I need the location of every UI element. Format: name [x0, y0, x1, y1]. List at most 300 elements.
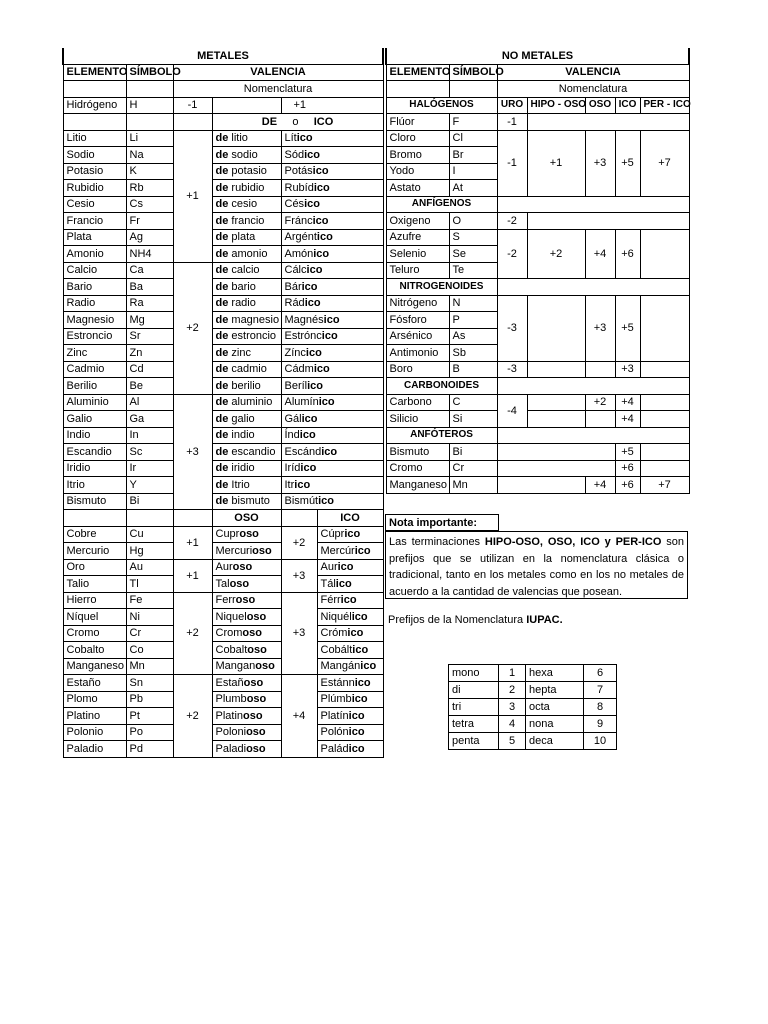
valence-ico: +2 [281, 526, 317, 559]
element-name: Zinc [63, 345, 126, 362]
iupac-title [388, 614, 563, 626]
ico-suffix: ico [348, 742, 365, 755]
element-name: Estaño [63, 675, 126, 692]
fluor-name: Flúor [386, 114, 449, 131]
ico-suffix: ico [347, 627, 364, 640]
table-row [63, 163, 383, 180]
oso-root: Cobalt [215, 643, 248, 656]
o-label: o [292, 115, 299, 128]
oso-root: Mangan [215, 660, 256, 673]
ico-name [281, 130, 383, 147]
de-word: de [215, 198, 229, 211]
de-word: de [215, 412, 229, 425]
element-name: Paladio [63, 741, 126, 758]
prefix-number: 5 [499, 733, 526, 750]
de-name [212, 493, 281, 510]
de-word: de [215, 280, 229, 293]
element-symbol: Cs [126, 196, 173, 213]
ico-name [281, 378, 383, 395]
halogen-per-ico: +7 [640, 130, 689, 196]
ico-root: Bár [284, 280, 302, 293]
metals-col-elemento: ELEMENTO [63, 64, 126, 81]
de-word: de [215, 330, 229, 343]
element-symbol: Y [126, 477, 173, 494]
element-symbol: NH4 [126, 246, 173, 263]
ico-suffix: ico [354, 676, 371, 689]
element-symbol: S [449, 229, 497, 246]
element-symbol: Br [449, 147, 497, 164]
oso-root: Plumb [215, 693, 247, 706]
ico-name [281, 163, 383, 180]
iupac-label: Prefijos de la Nomenclatura [388, 614, 527, 626]
element-name: Francio [63, 213, 126, 230]
hydrogen-symbol: H [126, 97, 173, 114]
ico-name [281, 213, 383, 230]
manganeso-per-ico: +7 [640, 477, 689, 494]
ico-suffix: ico [304, 198, 320, 211]
oso-name [212, 592, 281, 609]
ico-name [281, 345, 383, 362]
ico-name [281, 246, 383, 263]
nonmetals-title: NO METALES [386, 48, 689, 64]
de-word: de [215, 478, 229, 491]
ico-root: Índ [284, 429, 300, 442]
ico-root: Magnés [284, 313, 324, 326]
table-row [63, 477, 383, 494]
oso-name [212, 658, 281, 675]
ico-name [317, 708, 383, 725]
oso-suffix: oso [243, 709, 263, 722]
ico-suffix: ico [318, 495, 335, 508]
valence-oso: +2 [173, 675, 212, 758]
ico-name [281, 444, 383, 461]
ico-root: Polón [320, 726, 349, 739]
ico-name [281, 427, 383, 444]
element-name: Nitrógeno [386, 295, 449, 312]
prefix-word: di [449, 682, 499, 699]
ico-root: Bismút [284, 495, 319, 508]
table-row [63, 708, 383, 725]
de-word: de [215, 313, 229, 326]
hipo-oso-header: HIPO - OSO [527, 97, 585, 114]
prefix-word: hepta [526, 682, 584, 699]
de-element: rubidio [231, 181, 265, 194]
table-row [63, 378, 383, 395]
prefix-number: 9 [584, 716, 617, 733]
oso-name [212, 543, 281, 560]
prefix-word: nona [526, 716, 584, 733]
ico-root: Cobált [320, 643, 353, 656]
table-row [63, 213, 383, 230]
anfigen-uro: -2 [497, 229, 527, 279]
ico-root: Itr [284, 478, 295, 491]
de-word: de [215, 181, 229, 194]
valence-oso: +1 [173, 526, 212, 559]
ico-name [317, 642, 383, 659]
valence-oso: +2 [173, 592, 212, 675]
element-name: Polonio [63, 724, 126, 741]
element-name: Silicio [386, 411, 449, 428]
element-symbol: C [449, 394, 497, 411]
note-text-2: son prefijos que se utilizan en la nomenclatura clásica o tradicional, tanto en los metales como en los no metales de acuerdo a la cantidad de valencias que posean. [389, 536, 684, 598]
prefix-number: 2 [499, 682, 526, 699]
element-symbol: Tl [126, 576, 173, 593]
table-row [63, 741, 383, 758]
table-row [63, 312, 383, 329]
element-name: Hierro [63, 592, 126, 609]
ico-root: Cádm [284, 363, 314, 376]
anfoteros-header: ANFÓTEROS [386, 427, 497, 444]
table-row [63, 279, 383, 296]
element-symbol: Bi [126, 493, 173, 510]
metals-oso-groups [63, 526, 383, 757]
element-symbol: Sc [126, 444, 173, 461]
element-symbol: Sb [449, 345, 497, 362]
metals-group-1 [63, 130, 383, 262]
de-name [212, 361, 281, 378]
oso-root: Platin [215, 709, 244, 722]
ico-suffix: ico [301, 412, 318, 425]
ico-suffix: ico [313, 363, 330, 376]
nonmetals-col-simbolo: SÍMBOLO [449, 64, 497, 81]
oso-name [212, 526, 281, 543]
element-symbol: Co [126, 642, 173, 659]
element-name: Aluminio [63, 394, 126, 411]
element-name: Talio [63, 576, 126, 593]
element-name: Galio [63, 411, 126, 428]
carbono-ico: +4 [615, 394, 640, 411]
per-ico-header: PER - ICO [640, 97, 689, 114]
table-row [63, 147, 383, 164]
table-row [63, 559, 383, 576]
de-name [212, 444, 281, 461]
table-row [63, 411, 383, 428]
de-element: zinc [231, 346, 251, 359]
element-name: Magnesio [63, 312, 126, 329]
ico-root: Palád [320, 742, 349, 755]
bismuto-ico: +5 [615, 444, 640, 461]
element-name: Plomo [63, 691, 126, 708]
de-label: DE [261, 115, 278, 128]
oso-suffix: oso [246, 742, 266, 755]
de-word: de [215, 495, 229, 508]
prefix-word: mono [449, 665, 499, 682]
nitro-ico: +5 [615, 295, 640, 361]
boro-ico: +3 [615, 361, 640, 378]
nitro-oso: +3 [585, 295, 615, 361]
table-row [63, 625, 383, 642]
ico-suffix: ico [323, 313, 340, 326]
table-row [63, 592, 383, 609]
ico-suffix: ico [348, 726, 365, 739]
de-element: potasio [231, 165, 267, 178]
element-name: Bario [63, 279, 126, 296]
ico-suffix: ico [304, 148, 320, 161]
element-symbol: Ra [126, 295, 173, 312]
ico-suffix: ico [354, 544, 371, 557]
ico-root: Tál [320, 577, 336, 590]
metals-table [62, 48, 384, 758]
element-symbol: Si [449, 411, 497, 428]
element-symbol: B [449, 361, 497, 378]
element-name: Escandio [63, 444, 126, 461]
de-element: radio [231, 297, 256, 310]
metals-col-valencia: VALENCIA [173, 64, 383, 81]
de-name [212, 213, 281, 230]
de-word: de [215, 132, 229, 145]
ico-suffix: ico [306, 264, 323, 277]
ico-name [281, 460, 383, 477]
ico-suffix: ico [313, 247, 330, 260]
de-word: de [215, 214, 229, 227]
ico-name [317, 609, 383, 626]
element-name: Antimonio [386, 345, 449, 362]
nitrogenoides-header: NITROGENOIDES [386, 279, 497, 296]
element-symbol: At [449, 180, 497, 197]
de-word: de [215, 346, 229, 359]
halogen-ico: +5 [615, 130, 640, 196]
element-name: Litio [63, 130, 126, 147]
oso-name [212, 724, 281, 741]
ico-name [281, 493, 383, 510]
ico-root: Fránc [284, 214, 313, 227]
table-row [63, 642, 383, 659]
ico-root: Escánd [284, 445, 322, 458]
element-symbol: Mn [449, 477, 497, 494]
element-symbol: N [449, 295, 497, 312]
halogen-hipo: +1 [527, 130, 585, 196]
ico-name [317, 625, 383, 642]
element-symbol: Se [449, 246, 497, 263]
element-symbol: Hg [126, 543, 173, 560]
prefix-number: 8 [584, 699, 617, 716]
ico-root: Cálc [284, 264, 307, 277]
oso-suffix: oso [242, 627, 262, 640]
element-symbol: Zn [126, 345, 173, 362]
de-element: escandio [231, 445, 276, 458]
oso-suffix: oso [232, 561, 253, 574]
manganeso-oso: +4 [585, 477, 615, 494]
ico-root: Argént [284, 231, 317, 244]
ico-suffix: ico [312, 214, 329, 227]
nitro-uro: -3 [497, 295, 527, 361]
de-word: de [215, 165, 229, 178]
table-row [63, 130, 383, 147]
ico-name [281, 180, 383, 197]
ico-name [281, 147, 383, 164]
ico-root: Plúmb [320, 693, 352, 706]
prefix-number: 7 [584, 682, 617, 699]
element-name: Itrio [63, 477, 126, 494]
de-name [212, 196, 281, 213]
element-name: Platino [63, 708, 126, 725]
ico-root: Beríl [284, 379, 308, 392]
ico-root: Estánn [320, 676, 355, 689]
element-symbol: Te [449, 262, 497, 279]
de-name [212, 246, 281, 263]
oso-root: Aur [215, 561, 233, 574]
note-text-1: Las terminaciones [389, 536, 485, 548]
element-symbol: Na [126, 147, 173, 164]
ico-label: ICO [313, 115, 334, 128]
element-symbol: K [126, 163, 173, 180]
element-symbol: In [126, 427, 173, 444]
ico-name [317, 691, 383, 708]
ico-name [281, 295, 383, 312]
oso-suffix: oso [235, 594, 256, 607]
element-symbol: As [449, 328, 497, 345]
ico-root: Rubíd [284, 181, 314, 194]
cromo-ico: +6 [615, 460, 640, 477]
valence-value: +3 [173, 394, 212, 510]
ico-name [281, 361, 383, 378]
element-name: Amonio [63, 246, 126, 263]
ico-name [281, 279, 383, 296]
oso-root: Ferr [215, 594, 236, 607]
ico-name [317, 559, 383, 576]
metals-title: METALES [63, 48, 383, 64]
prefix-number: 6 [584, 665, 617, 682]
table-row [63, 196, 383, 213]
ico-root: Rád [284, 297, 305, 310]
oso-name [212, 708, 281, 725]
oso-root: Crom [215, 627, 243, 640]
ico-suffix: ico [335, 577, 352, 590]
de-name [212, 411, 281, 428]
de-word: de [215, 247, 229, 260]
ico-suffix: ico [301, 280, 318, 293]
table-row [63, 460, 383, 477]
de-name [212, 295, 281, 312]
element-name: Oro [63, 559, 126, 576]
prefix-word: octa [526, 699, 584, 716]
ico-suffix: ico [360, 660, 377, 673]
ico-suffix: ico [316, 231, 333, 244]
element-symbol: Bi [449, 444, 497, 461]
hydrogen-name: Hidrógeno [63, 97, 126, 114]
ico-name [281, 394, 383, 411]
oso-name [212, 741, 281, 758]
ico-root: Estrónc [284, 330, 322, 343]
element-name: Sodio [63, 147, 126, 164]
valence-oso: +1 [173, 559, 212, 592]
element-name: Cobalto [63, 642, 126, 659]
ico-suffix: ico [344, 528, 361, 541]
table-row [449, 665, 617, 682]
de-element: bario [231, 280, 256, 293]
element-name: Teluro [386, 262, 449, 279]
oso-root: Niquel [215, 610, 247, 623]
table-row [63, 345, 383, 362]
prefix-word: tri [449, 699, 499, 716]
prefix-number: 4 [499, 716, 526, 733]
de-name [212, 460, 281, 477]
table-row [63, 526, 383, 543]
de-element: aluminio [231, 396, 273, 409]
table-row [63, 691, 383, 708]
element-symbol: Al [126, 394, 173, 411]
table-row [63, 229, 383, 246]
oso-nm-header: OSO [585, 97, 615, 114]
prefix-word: hexa [526, 665, 584, 682]
element-name: Manganeso [386, 477, 449, 494]
table-row [63, 444, 383, 461]
prefix-number: 1 [499, 665, 526, 682]
valence-ico: +3 [281, 559, 317, 592]
table-row [449, 733, 617, 750]
oso-root: Poloni [215, 726, 247, 739]
valence-ico: +3 [281, 592, 317, 675]
de-element: estroncio [231, 330, 277, 343]
prefix-word: penta [449, 733, 499, 750]
ico-suffix: ico [299, 429, 316, 442]
element-name: Cesio [63, 196, 126, 213]
element-symbol: Pt [126, 708, 173, 725]
ico-suffix: ico [318, 396, 335, 409]
table-row [449, 699, 617, 716]
de-name [212, 345, 281, 362]
ico-root: Niquél [320, 610, 352, 623]
anfigen-ico: +6 [615, 229, 640, 279]
element-symbol: Cr [126, 625, 173, 642]
element-name: Níquel [63, 609, 126, 626]
element-symbol: Mn [126, 658, 173, 675]
oso-suffix: oso [247, 643, 267, 656]
table-row [63, 246, 383, 263]
ico-suffix: ico [351, 693, 368, 706]
element-name: Cobre [63, 526, 126, 543]
oso-suffix: oso [239, 528, 259, 541]
element-name: Boro [386, 361, 449, 378]
ico-suffix: ico [305, 346, 322, 359]
oso-root: Paladi [215, 742, 247, 755]
element-symbol: P [449, 312, 497, 329]
element-name: Carbono [386, 394, 449, 411]
halogenos-header: HALÓGENOS [386, 97, 497, 114]
anfigen-oso: +4 [585, 229, 615, 279]
de-element: berilio [231, 379, 261, 392]
element-name: Astato [386, 180, 449, 197]
de-name [212, 147, 281, 164]
halogen-uro: -1 [497, 130, 527, 196]
prefix-word: deca [526, 733, 584, 750]
ico-suffix: ico [348, 709, 365, 722]
table-row [63, 361, 383, 378]
element-symbol: I [449, 163, 497, 180]
de-word: de [215, 231, 229, 244]
element-symbol: Cu [126, 526, 173, 543]
ico-root: Mercúr [320, 544, 355, 557]
ico-suffix: ico [307, 379, 324, 392]
de-name [212, 394, 281, 411]
hydrogen-v2: +1 [281, 97, 383, 114]
ico-name [317, 658, 383, 675]
ico-root: Férr [320, 594, 341, 607]
oso-root: Mercuri [215, 544, 253, 557]
oso-name [212, 691, 281, 708]
element-symbol: Pd [126, 741, 173, 758]
element-name: Cadmio [63, 361, 126, 378]
ico-suffix: ico [351, 610, 368, 623]
ico-name [281, 477, 383, 494]
de-element: bismuto [231, 495, 270, 508]
de-element: galio [231, 412, 255, 425]
element-symbol: Cd [126, 361, 173, 378]
prefix-word: tetra [449, 716, 499, 733]
de-element: Itrio [231, 478, 250, 491]
valence-ico: +4 [281, 675, 317, 758]
oso-name [212, 642, 281, 659]
